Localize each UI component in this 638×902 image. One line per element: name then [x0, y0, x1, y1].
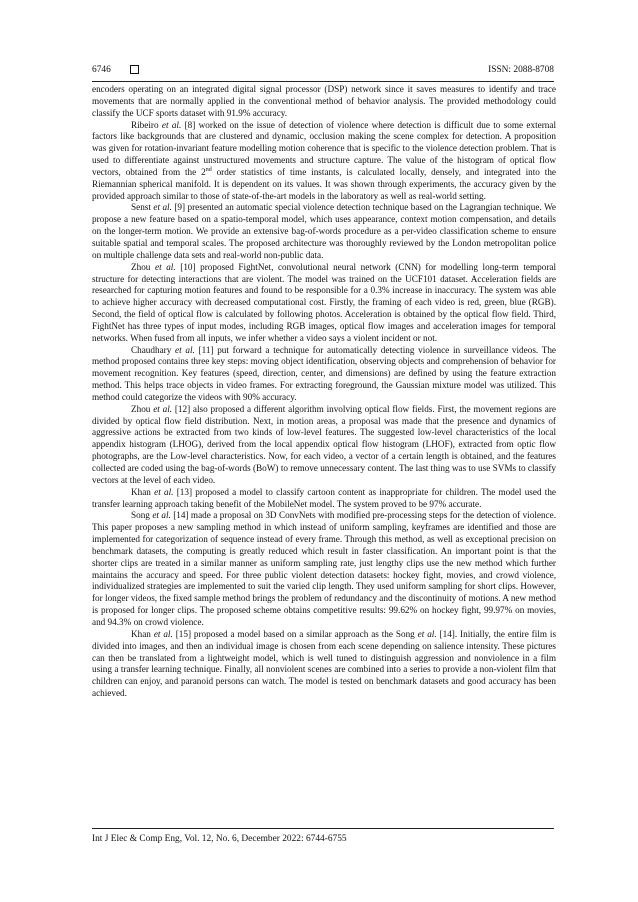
footer-rule — [92, 828, 554, 829]
paragraph: Khan et al. [15] proposed a model based on a similar approach as the Song et al. [14]. Initially, the entire film is divided into images, and then an individual image is chosen from each scene depending on salience intensity. These pictures can then be translated from a lightweight model, which is well tuned to distinguish aggression and nonviolence in a film using a transfer learning technique. Finally, all nonviolent scenes are combined into a series to provide a non-violent film that children can enjoy, and paranoid persons can watch. The model is tested on benchmark datasets and good accuracy has been achieved. — [92, 628, 557, 699]
header-rule — [92, 81, 554, 82]
paragraph: encoders operating on an integrated digital signal processor (DSP) network since it saves measures to identify and trace movements that are normally applied in the conventional method of behavior analysis. The provided methodology could classify the UCF sports dataset with 91.9% accuracy. — [92, 84, 556, 118]
paragraph: Zhou et al. [12] also proposed a different algorithm involving optical flow fields. First, the movement regions are divided by optical flow field distribution. Next, in motion areas, a proposal was made that the presence and dynamics of aggressive actions be extracted from two kinds of low-level features. The suggested low-level characteristics of the local appendix histogram (LHOG), derived from the local appendix optical flow histogram (LHOF), extracted from optic flow photographs, are the Low-level characteristics. Now, for each video, a vector of a certain length is obtained, and the features collected are coded using the bag-of-words (BoW) to remove unnecessary content. The last thing was to use SVMs to classify vectors at the level of each video. — [92, 403, 556, 485]
footer-citation: Int J Elec & Comp Eng, Vol. 12, No. 6, December 2022: 6744-6755 — [92, 834, 347, 844]
paragraph: Khan et al. [13] proposed a model to classify cartoon content as inappropriate for children. The model used the transfer learning approach taking benefit of the MobileNet model. The system proved to be 97% accurate. — [92, 486, 557, 509]
paragraph: Song et al. [14] made a proposal on 3D ConvNets with modified pre-processing steps for the detection of violence. This paper proposes a new sampling method in which instead of uniform sampling, keyframes are identified and those are implemented for categorization of sequence instead of every frame. Through this method, as well as exceptional precision on benchmark datasets, the computing is greatly reduced which result in faster classification. An important point is that the shorter clips are treated in a similar manner as uniform sampling rate, just lengthy clips use the new method which further maintains the accuracy and speed. For three public violent detection datasets: hockey fight, movies, and crowd violence, individualized strategies are implemented to suit the varied clip length. They used uniform sampling for short clips. However, for longer videos, the fixed sample method brings the problem of redundancy and the discontinuity of motions. A new method is proposed for longer clips. The proposed scheme obtains competitive results: 99.62% on hockey fight, 99.97% on movies, and 94.3% on crowd violence. — [92, 510, 556, 627]
paragraph: Zhou et al. [10] proposed FightNet, convolutional neural network (CNN) for modelling long-term temporal structure for detecting interactions that are violent. The model was trained on the UCF101 dataset. Acceleration fields are researched for capturing motion features and found to be responsible for a 0.3% increase in inaccuracy. The system was able to achieve higher accuracy with decreased computational cost. Firstly, the framing of each video is red, green, blue (RGB). Second, the field of optical flow is calculated by following photos. Acceleration is obtained by the optical flow field. Third, FightNet has three types of input modes, including RGB images, optical flow images and acceleration images for temporal networks. When fused from all inputs, we infer whether a video says a violent incident or not. — [92, 261, 557, 343]
paragraph: Senst et al. [9] presented an automatic special violence detection technique based on the Lagrangian technique. We propose a new feature based on a spatio-temporal model, which uses appearance, context motion compensation, and details on the longer-term motion. We provide an extensive bag-of-words procedure as a per-video classification scheme to ensure suitable spatial and temporal scales. The proposed architecture was thoroughly reviewed by the London metropolitan police on multiple challenge data sets and real-world non-public data. — [92, 202, 557, 260]
issn: ISSN: 2088-8708 — [488, 65, 554, 75]
body-text — [92, 84, 556, 700]
paragraph: Ribeiro et al. [8] worked on the issue of detection of violence where detection is difficult due to some external factors like backgrounds that are clustered and dynamic, occlusion making the scene complex for detection. A proposition was given for rotation-invariant feature modelling motion coherence that is specific to the violence detection problem. That is used to differentiate against unstructured movements and structure capture. The value of the histogram of optical flow vectors, obtained from the 2nd order statistics of time instants, is calculated locally, densely, and integrated into the Riemannian spherical manifold. It is dependent on its values. It was shown through experiments, the accuracy given by the provided approach similar to those of state-of-the-art models in the laboratory as well as real-world setting. — [92, 119, 556, 201]
page-number: 6746 — [92, 65, 111, 75]
square-icon — [130, 65, 139, 74]
page-header — [92, 63, 554, 77]
paragraph: Chaudhary et al. [11] put forward a technique for automatically detecting violence in surveillance videos. The method proposed contains three key steps: moving object identification, observing objects and comprehension of behavior for movement recognition. Key features (speed, direction, center, and dimensions) are defined by using the feature extraction method. This helps trace objects in video frames. For extracting foreground, the Gaussian mixture model was utilized. This method could categorize the videos with 90% accuracy. — [92, 344, 557, 402]
